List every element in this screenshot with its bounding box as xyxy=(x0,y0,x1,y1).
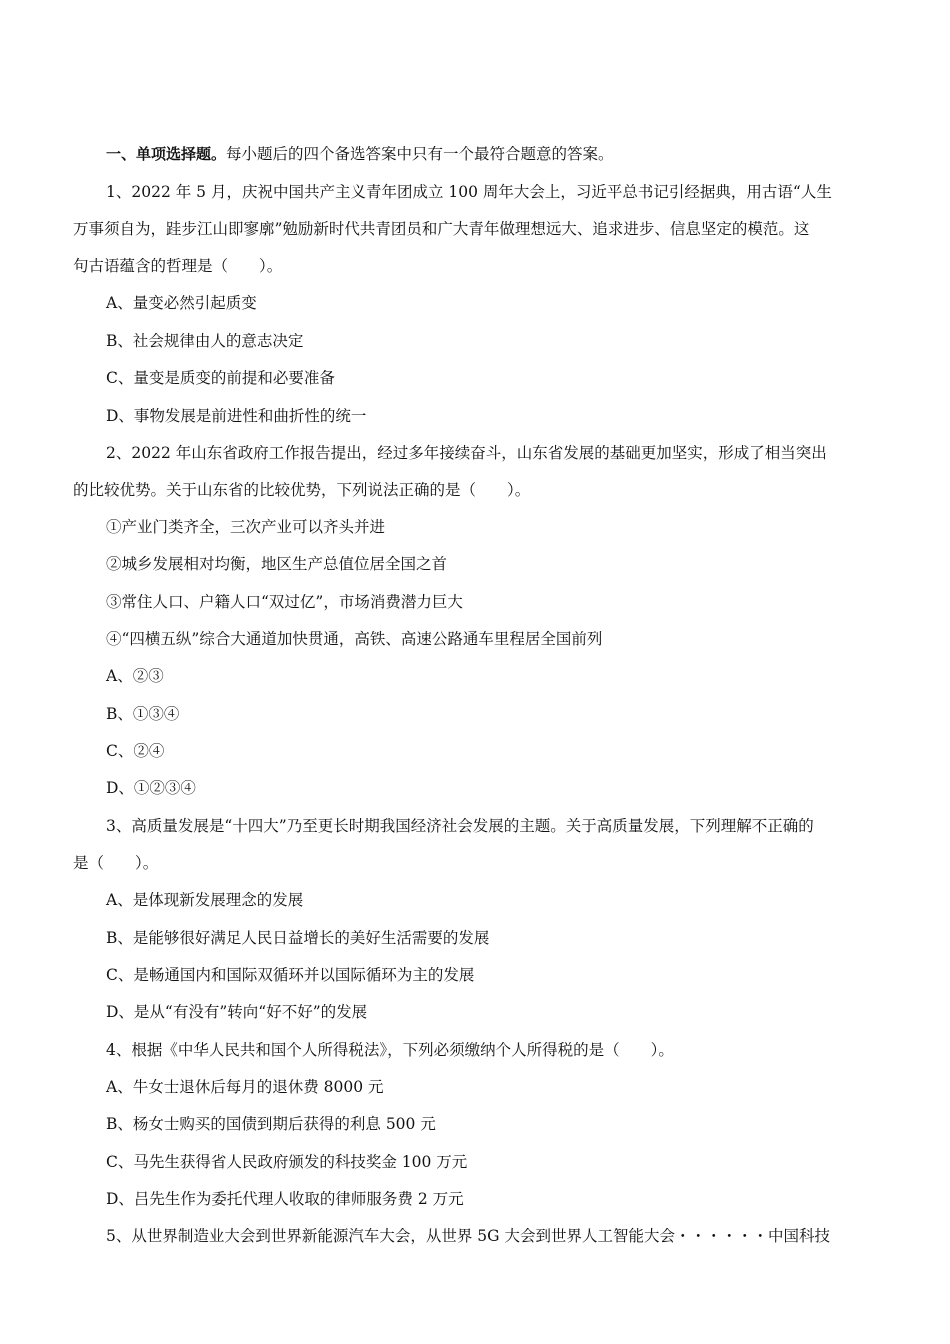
question-2-option-b: B、①③④ xyxy=(106,705,180,723)
question-4-line-1: 4、根据《中华人民共和国个人所得税法》，下列必须缴纳个人所得税的是（ ）。 xyxy=(106,1041,674,1059)
question-2-statement-1: ①产业门类齐全，三次产业可以齐头并进 xyxy=(106,518,386,536)
question-1-line-1: 1、2022 年 5 月，庆祝中国共产主义青年团成立 100 周年大会上，习近平总书记引经据典，用古语“人生 xyxy=(106,183,832,201)
question-3-option-d: D、是从“有没有”转向“好不好”的发展 xyxy=(106,1003,368,1021)
question-1-option-a: A、量变必然引起质变 xyxy=(106,294,257,312)
question-2-line-1: 2、2022 年山东省政府工作报告提出，经过多年接续奋斗，山东省发展的基础更加坚实，形成了相当突出 xyxy=(106,444,827,462)
question-4-option-c: C、马先生获得省人民政府颁发的科技奖金 100 万元 xyxy=(106,1153,468,1171)
question-1-line-2: 万事须自为，跬步江山即寥廓”勉励新时代共青团员和广大青年做理想远大、追求进步、信息坚定的模范。这 xyxy=(73,220,810,238)
question-3-option-a: A、是体现新发展理念的发展 xyxy=(106,891,304,909)
question-4-option-a: A、牛女士退休后每月的退休费 8000 元 xyxy=(106,1078,384,1096)
question-3-line-2: 是（ ）。 xyxy=(73,854,159,872)
section-instruction: 每小题后的四个备选答案中只有一个最符合题意的答案。 xyxy=(226,145,614,163)
question-2-statement-2: ②城乡发展相对均衡，地区生产总值位居全国之首 xyxy=(106,555,448,573)
section-heading xyxy=(106,143,614,165)
question-1-option-d: D、事物发展是前进性和曲折性的统一 xyxy=(106,407,367,425)
question-4-option-d: D、吕先生作为委托代理人收取的律师服务费 2 万元 xyxy=(106,1190,464,1208)
section-title: 一、单项选择题。 xyxy=(106,145,227,163)
question-5-line-1: 5、从世界制造业大会到世界新能源汽车大会，从世界 5G 大会到世界人工智能大会・・・・・・中国科技 xyxy=(106,1227,830,1245)
question-2-statement-4: ④“四横五纵”综合大通道加快贯通，高铁、高速公路通车里程居全国前列 xyxy=(106,630,603,648)
question-1-option-b: B、社会规律由人的意志决定 xyxy=(106,332,304,350)
question-2-option-d: D、①②③④ xyxy=(106,779,196,797)
question-4-option-b: B、杨女士购买的国债到期后获得的利息 500 元 xyxy=(106,1115,436,1133)
question-1-option-c: C、量变是质变的前提和必要准备 xyxy=(106,369,335,387)
question-2-option-a: A、②③ xyxy=(106,667,164,685)
question-3-option-b: B、是能够很好满足人民日益增长的美好生活需要的发展 xyxy=(106,929,490,947)
question-2-statement-3: ③常住人口、户籍人口“双过亿”，市场消费潜力巨大 xyxy=(106,593,463,611)
question-2-line-2: 的比较优势。关于山东省的比较优势，下列说法正确的是（ ）。 xyxy=(73,481,531,499)
question-3-line-1: 3、高质量发展是“十四大”乃至更长时期我国经济社会发展的主题。关于高质量发展，下列理解不正确的 xyxy=(106,817,814,835)
question-3-option-c: C、是畅通国内和国际双循环并以国际循环为主的发展 xyxy=(106,966,475,984)
question-1-line-3: 句古语蕴含的哲理是（ ）。 xyxy=(73,257,283,275)
question-2-option-c: C、②④ xyxy=(106,742,165,760)
